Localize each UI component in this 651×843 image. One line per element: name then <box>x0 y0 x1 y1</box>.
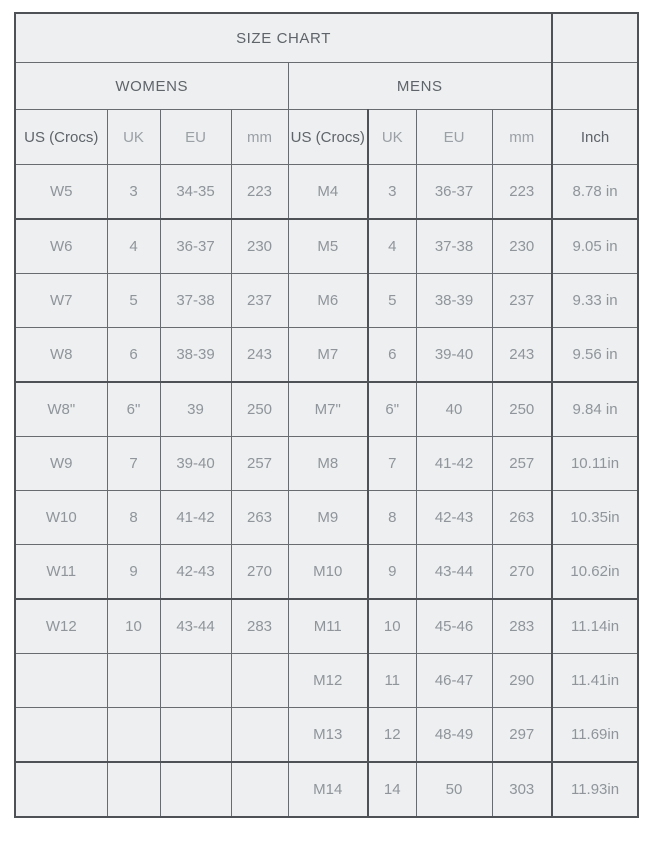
size-chart-table <box>14 12 639 818</box>
table-cell: M5 <box>288 219 368 274</box>
table-cell: 10 <box>107 599 160 654</box>
table-cell: 6" <box>107 382 160 437</box>
table-cell: 257 <box>492 437 552 491</box>
table-row <box>15 654 638 708</box>
table-cell: 9 <box>368 545 416 600</box>
table-cell: 4 <box>368 219 416 274</box>
table-row <box>15 328 638 383</box>
group-header-womens: WOMENS <box>15 63 288 110</box>
col-header-eu-mens: EU <box>416 110 492 165</box>
col-header-eu-womens: EU <box>160 110 231 165</box>
table-cell: 9 <box>107 545 160 600</box>
table-cell: 8.78 in <box>552 165 638 220</box>
table-row <box>15 599 638 654</box>
table-cell: 270 <box>231 545 288 600</box>
table-cell: M7 <box>288 328 368 383</box>
table-row <box>15 491 638 545</box>
col-header-us-womens: US (Crocs) <box>15 110 107 165</box>
table-cell: 37-38 <box>416 219 492 274</box>
table-cell <box>160 654 231 708</box>
col-header-us-mens: US (Crocs) <box>288 110 368 165</box>
table-cell: M8 <box>288 437 368 491</box>
col-header-mm-womens: mm <box>231 110 288 165</box>
table-cell: 11.69in <box>552 708 638 763</box>
table-cell: W10 <box>15 491 107 545</box>
table-cell: M12 <box>288 654 368 708</box>
table-row <box>15 165 638 220</box>
table-cell <box>107 708 160 763</box>
table-cell: 5 <box>368 274 416 328</box>
col-header-inch: Inch <box>552 110 638 165</box>
table-cell: W9 <box>15 437 107 491</box>
table-cell: 10.11in <box>552 437 638 491</box>
table-cell <box>160 762 231 817</box>
table-cell: W6 <box>15 219 107 274</box>
table-cell: 34-35 <box>160 165 231 220</box>
table-cell <box>107 654 160 708</box>
table-cell: 45-46 <box>416 599 492 654</box>
table-cell: 263 <box>231 491 288 545</box>
table-cell <box>231 708 288 763</box>
table-cell: W12 <box>15 599 107 654</box>
table-cell: M6 <box>288 274 368 328</box>
table-row <box>15 437 638 491</box>
table-cell: 36-37 <box>160 219 231 274</box>
table-cell: 230 <box>231 219 288 274</box>
table-cell: 9.05 in <box>552 219 638 274</box>
table-row <box>15 762 638 817</box>
table-row <box>15 219 638 274</box>
table-cell: 38-39 <box>416 274 492 328</box>
table-cell <box>15 654 107 708</box>
table-cell: M14 <box>288 762 368 817</box>
title-row <box>15 13 638 63</box>
table-cell: W7 <box>15 274 107 328</box>
table-cell: 8 <box>107 491 160 545</box>
table-cell: 250 <box>231 382 288 437</box>
table-cell: 41-42 <box>160 491 231 545</box>
table-cell: 39-40 <box>160 437 231 491</box>
table-cell: 39 <box>160 382 231 437</box>
column-header-row <box>15 110 638 165</box>
table-cell: 48-49 <box>416 708 492 763</box>
table-cell: 43-44 <box>416 545 492 600</box>
table-cell <box>15 762 107 817</box>
table-cell: 36-37 <box>416 165 492 220</box>
table-body <box>15 165 638 818</box>
table-cell: 237 <box>492 274 552 328</box>
col-header-mm-mens: mm <box>492 110 552 165</box>
table-cell: 270 <box>492 545 552 600</box>
table-cell: W5 <box>15 165 107 220</box>
corner-cell-top <box>552 13 638 63</box>
group-header-row <box>15 63 638 110</box>
table-cell: 38-39 <box>160 328 231 383</box>
table-cell: 42-43 <box>416 491 492 545</box>
table-cell: W8" <box>15 382 107 437</box>
table-cell: 223 <box>492 165 552 220</box>
table-cell: 3 <box>368 165 416 220</box>
table-cell <box>107 762 160 817</box>
table-cell <box>160 708 231 763</box>
table-cell: 43-44 <box>160 599 231 654</box>
table-cell: 9.84 in <box>552 382 638 437</box>
table-cell: 7 <box>107 437 160 491</box>
table-cell: 290 <box>492 654 552 708</box>
corner-cell-groups <box>552 63 638 110</box>
table-cell <box>231 762 288 817</box>
table-cell: 297 <box>492 708 552 763</box>
table-cell: M7" <box>288 382 368 437</box>
table-cell: 283 <box>492 599 552 654</box>
table-cell: 263 <box>492 491 552 545</box>
table-cell: 11.14in <box>552 599 638 654</box>
table-cell: 257 <box>231 437 288 491</box>
table-cell: 7 <box>368 437 416 491</box>
table-row <box>15 382 638 437</box>
table-cell: 37-38 <box>160 274 231 328</box>
table-cell: 4 <box>107 219 160 274</box>
table-cell: 3 <box>107 165 160 220</box>
table-row <box>15 545 638 600</box>
table-cell: M13 <box>288 708 368 763</box>
table-cell: 6 <box>368 328 416 383</box>
table-cell: 10.35in <box>552 491 638 545</box>
table-cell: 11.93in <box>552 762 638 817</box>
table-cell: 8 <box>368 491 416 545</box>
table-cell: 10 <box>368 599 416 654</box>
table-cell: 9.33 in <box>552 274 638 328</box>
table-cell: 283 <box>231 599 288 654</box>
table-cell: 11 <box>368 654 416 708</box>
table-cell: 9.56 in <box>552 328 638 383</box>
table-cell: 5 <box>107 274 160 328</box>
table-row <box>15 708 638 763</box>
table-cell: M4 <box>288 165 368 220</box>
table-cell: 50 <box>416 762 492 817</box>
table-cell: 6 <box>107 328 160 383</box>
table-cell: 303 <box>492 762 552 817</box>
table-cell: 41-42 <box>416 437 492 491</box>
table-cell: 14 <box>368 762 416 817</box>
table-cell: M10 <box>288 545 368 600</box>
table-cell: W11 <box>15 545 107 600</box>
table-cell: 46-47 <box>416 654 492 708</box>
table-cell: 39-40 <box>416 328 492 383</box>
table-row <box>15 274 638 328</box>
table-cell: 250 <box>492 382 552 437</box>
table-cell: 6" <box>368 382 416 437</box>
table-cell: 243 <box>231 328 288 383</box>
col-header-uk-mens: UK <box>368 110 416 165</box>
table-cell: 230 <box>492 219 552 274</box>
table-cell: W8 <box>15 328 107 383</box>
table-cell: 243 <box>492 328 552 383</box>
table-cell: 237 <box>231 274 288 328</box>
table-cell: 223 <box>231 165 288 220</box>
group-header-mens: MENS <box>288 63 552 110</box>
table-cell <box>15 708 107 763</box>
table-cell: 11.41in <box>552 654 638 708</box>
table-cell: 12 <box>368 708 416 763</box>
table-cell: 10.62in <box>552 545 638 600</box>
table-cell: M11 <box>288 599 368 654</box>
table-cell: 40 <box>416 382 492 437</box>
table-cell: M9 <box>288 491 368 545</box>
table-cell: 42-43 <box>160 545 231 600</box>
col-header-uk-womens: UK <box>107 110 160 165</box>
table-cell <box>231 654 288 708</box>
size-chart-title: SIZE CHART <box>15 13 552 63</box>
